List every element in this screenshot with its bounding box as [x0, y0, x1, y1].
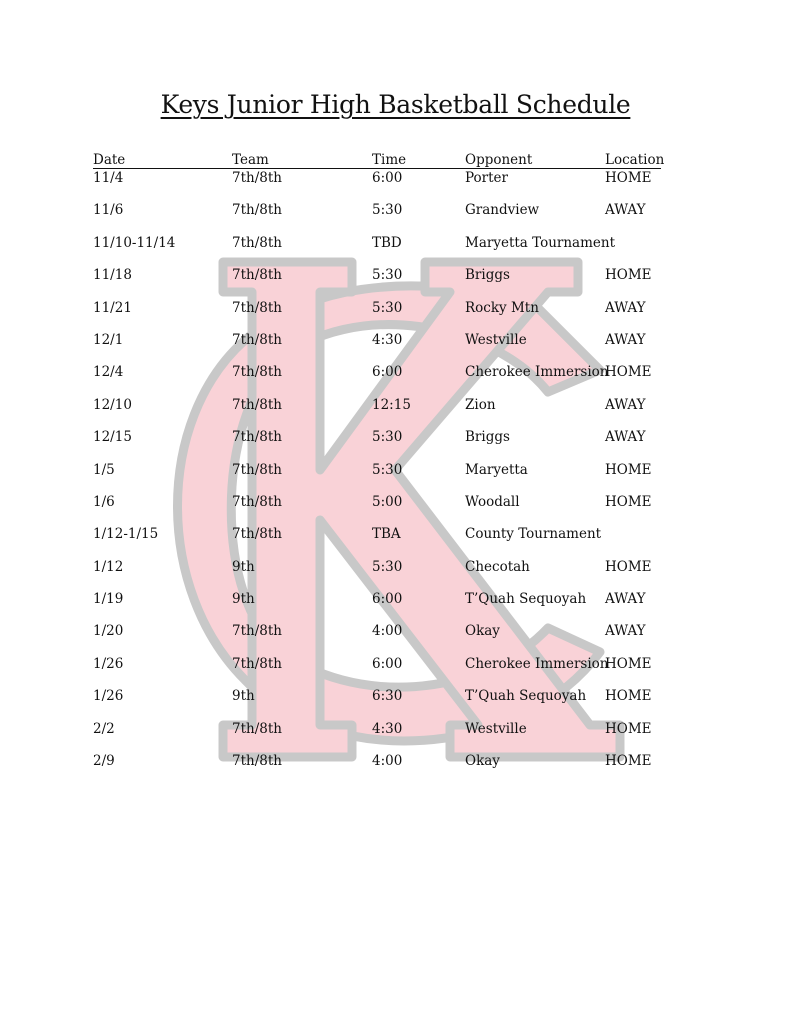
cell-time: 4:00	[372, 623, 403, 640]
cell-date: 11/4	[93, 170, 124, 186]
cell-opponent: Cherokee Immersion	[465, 655, 609, 672]
cell-team: 7th/8th	[232, 655, 282, 672]
cell-team: 7th/8th	[232, 720, 282, 737]
cell-location: HOME	[605, 267, 652, 284]
cell-location: HOME	[605, 688, 652, 705]
cell-opponent: Westville	[465, 720, 527, 737]
cell-location: HOME	[605, 364, 652, 381]
cell-team: 7th/8th	[232, 461, 282, 478]
cell-team: 9th	[232, 688, 255, 705]
cell-location: HOME	[605, 753, 652, 770]
cell-date: 11/21	[93, 299, 132, 316]
cell-team: 9th	[232, 591, 255, 608]
cell-team: 7th/8th	[232, 170, 282, 186]
cell-opponent: Rocky Mtn	[465, 299, 539, 316]
table-row	[93, 752, 661, 784]
cell-time: 5:00	[372, 493, 403, 510]
cell-location: HOME	[605, 655, 652, 672]
cell-opponent: Cherokee Immersion	[465, 364, 609, 381]
cell-date: 1/12	[93, 558, 124, 575]
cell-opponent: Woodall	[465, 493, 520, 510]
header-date: Date	[93, 152, 126, 168]
cell-opponent: T’Quah Sequoyah	[465, 688, 587, 705]
table-row	[93, 331, 661, 363]
cell-time: 5:30	[372, 299, 403, 316]
cell-opponent: Okay	[465, 753, 500, 770]
cell-time: 6:30	[372, 688, 403, 705]
cell-time: 4:30	[372, 720, 403, 737]
cell-opponent: Porter	[465, 170, 508, 186]
cell-opponent: Okay	[465, 623, 500, 640]
cell-location: AWAY	[605, 429, 646, 446]
table-row	[93, 720, 661, 752]
header-opponent: Opponent	[465, 152, 533, 168]
table-row	[93, 655, 661, 687]
cell-time: 6:00	[372, 655, 403, 672]
cell-opponent: Checotah	[465, 558, 530, 575]
table-row	[93, 396, 661, 428]
cell-location: HOME	[605, 170, 652, 186]
cell-time: 4:30	[372, 331, 403, 348]
header-location: Location	[605, 152, 665, 168]
cell-opponent: Maryetta Tournament	[465, 234, 616, 251]
cell-team: 7th/8th	[232, 493, 282, 510]
cell-team: 7th/8th	[232, 623, 282, 640]
table-row	[93, 493, 661, 525]
cell-date: 12/4	[93, 364, 124, 381]
cell-date: 1/26	[93, 688, 124, 705]
table-row	[93, 201, 661, 233]
cell-opponent: Maryetta	[465, 461, 528, 478]
cell-time: 5:30	[372, 267, 403, 284]
table-row	[93, 299, 661, 331]
cell-date: 11/18	[93, 267, 132, 284]
cell-date: 12/10	[93, 396, 132, 413]
table-row	[93, 363, 661, 395]
table-row	[93, 558, 661, 590]
cell-location: HOME	[605, 461, 652, 478]
cell-time: 6:00	[372, 364, 403, 381]
table-row	[93, 428, 661, 460]
table-row	[93, 266, 661, 298]
cell-team: 7th/8th	[232, 202, 282, 219]
cell-team: 7th/8th	[232, 429, 282, 446]
cell-opponent: Grandview	[465, 202, 540, 219]
cell-date: 11/10-11/14	[93, 234, 176, 251]
cell-location: AWAY	[605, 331, 646, 348]
cell-time: 5:30	[372, 461, 403, 478]
cell-team: 9th	[232, 558, 255, 575]
cell-location: HOME	[605, 493, 652, 510]
cell-team: 7th/8th	[232, 364, 282, 381]
cell-date: 12/15	[93, 429, 132, 446]
cell-location: HOME	[605, 558, 652, 575]
cell-opponent: Westville	[465, 331, 527, 348]
cell-opponent: Briggs	[465, 267, 510, 284]
cell-location: HOME	[605, 720, 652, 737]
cell-team: 7th/8th	[232, 267, 282, 284]
cell-time: 4:00	[372, 753, 403, 770]
cell-team: 7th/8th	[232, 234, 282, 251]
table-row	[93, 525, 661, 557]
cell-location: AWAY	[605, 591, 646, 608]
table-row	[93, 461, 661, 493]
cell-opponent: Zion	[465, 396, 496, 413]
cell-time: TBD	[372, 234, 402, 251]
cell-location: AWAY	[605, 202, 646, 219]
cell-date: 11/6	[93, 202, 124, 219]
table-row	[93, 622, 661, 654]
cell-date: 12/1	[93, 331, 124, 348]
cell-opponent: T’Quah Sequoyah	[465, 591, 587, 608]
table-row	[93, 590, 661, 622]
cell-date: 2/9	[93, 753, 115, 770]
cell-team: 7th/8th	[232, 396, 282, 413]
cell-location: AWAY	[605, 623, 646, 640]
cell-location: AWAY	[605, 396, 646, 413]
cell-team: 7th/8th	[232, 753, 282, 770]
cell-date: 1/6	[93, 493, 115, 510]
cell-time: 12:15	[372, 396, 411, 413]
cell-date: 1/26	[93, 655, 124, 672]
header-time: Time	[372, 152, 407, 168]
schedule-table	[93, 152, 665, 784]
table-body	[93, 169, 661, 784]
table-row	[93, 169, 661, 201]
cell-date: 1/19	[93, 591, 124, 608]
cell-date: 1/5	[93, 461, 115, 478]
cell-opponent: Briggs	[465, 429, 510, 446]
cell-date: 1/20	[93, 623, 124, 640]
header-team: Team	[232, 152, 269, 168]
page-title: Keys Junior High Basketball Schedule	[160, 90, 631, 119]
cell-time: 5:30	[372, 558, 403, 575]
cell-location: AWAY	[605, 299, 646, 316]
table-row	[93, 687, 661, 719]
cell-opponent: County Tournament	[465, 526, 602, 543]
table-row	[93, 234, 661, 266]
cell-date: 2/2	[93, 720, 115, 737]
cell-time: TBA	[372, 526, 401, 543]
cell-team: 7th/8th	[232, 331, 282, 348]
cell-team: 7th/8th	[232, 299, 282, 316]
cell-time: 6:00	[372, 591, 403, 608]
cell-time: 5:30	[372, 202, 403, 219]
table-header	[93, 152, 665, 169]
cell-team: 7th/8th	[232, 526, 282, 543]
cell-time: 5:30	[372, 429, 403, 446]
cell-time: 6:00	[372, 170, 403, 186]
cell-date: 1/12-1/15	[93, 526, 159, 543]
